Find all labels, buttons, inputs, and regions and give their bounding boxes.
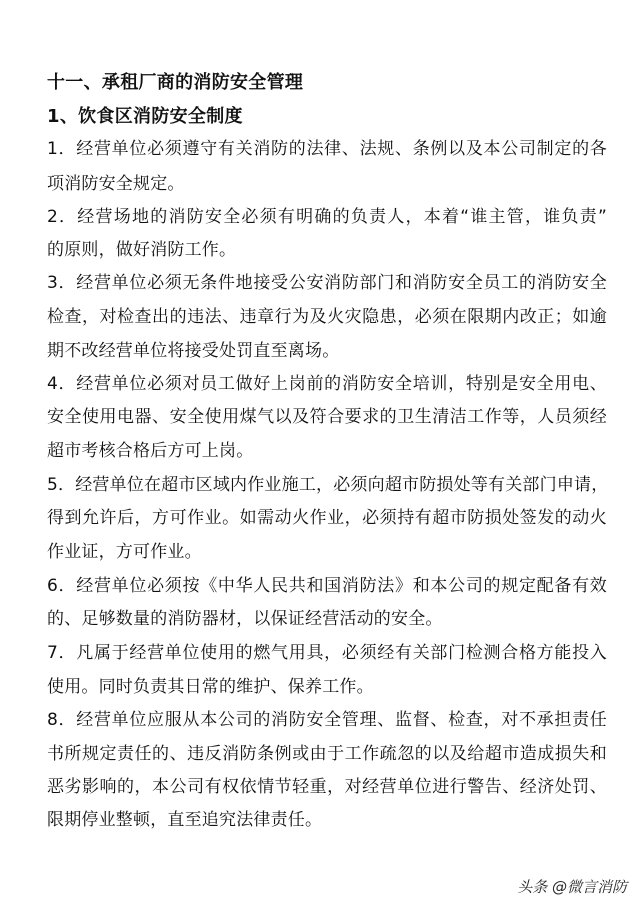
paragraph-5-line-3: 作业证，方可作业。 — [47, 542, 202, 562]
source-watermark: 头条 @微言消防 — [517, 878, 627, 896]
paragraph-7-line-1: 7．凡属于经营单位使用的燃气用具，必须经有关部门检测合格方能投入 — [47, 643, 607, 663]
paragraph-3-line-2: 检查，对检查出的违法、违章行为及火灾隐患，必须在限期内改正；如逾 — [47, 307, 607, 327]
paragraph-4-line-1: 4．经营单位必须对员工做好上岗前的消防安全培训，特别是安全用电、 — [47, 374, 607, 394]
paragraph-3-line-3: 期不改经营单位将接受处罚直至离场。 — [47, 341, 340, 361]
paragraph-7-line-2: 使用。同时负责其日常的维护、保养工作。 — [47, 677, 374, 697]
paragraph-8-line-4: 限期停业整顿，直至追究法律责任。 — [47, 810, 323, 830]
paragraph-5-line-1: 5．经营单位在超市区域内作业施工，必须向超市防损处等有关部门申请， — [47, 475, 609, 495]
paragraph-3-line-1: 3．经营单位必须无条件地接受公安消防部门和消防安全员工的消防安全 — [47, 273, 607, 293]
paragraph-4-line-3: 超市考核合格后方可上岗。 — [47, 441, 254, 461]
paragraph-5-line-2: 得到允许后，方可作业。如需动火作业，必须持有超市防损处签发的动火 — [47, 508, 607, 528]
paragraph-4-line-2: 安全使用电器、安全使用煤气以及符合要求的卫生清洁工作等，人员须经 — [47, 407, 607, 427]
paragraph-2-line-1: 2．经营场地的消防安全必须有明确的负责人，本着“谁主管，谁负责” — [47, 207, 607, 227]
paragraph-6-line-2: 的、足够数量的消防器材，以保证经营活动的安全。 — [47, 609, 443, 629]
paragraph-8-line-2: 书所规定责任的、违反消防条例或由于工作疏忽的以及给超市造成损失和 — [47, 744, 607, 764]
paragraph-8-line-3: 恶劣影响的，本公司有权依情节轻重，对经营单位进行警告、经济处罚、 — [47, 777, 607, 797]
paragraph-6-line-1: 6．经营单位必须按《中华人民共和国消防法》和本公司的规定配备有效 — [47, 576, 607, 596]
section-title: 十一、承租厂商的消防安全管理 — [47, 72, 304, 93]
paragraph-2-line-2: 的原则，做好消防工作。 — [47, 240, 237, 260]
paragraph-8-line-1: 8．经营单位应服从本公司的消防安全管理、监督、检查，对不承担责任 — [47, 710, 607, 730]
paragraph-1-line-1: 1．经营单位必须遵守有关消防的法律、法规、条例以及本公司制定的各 — [47, 139, 607, 159]
paragraph-1-line-2: 项消防安全规定。 — [47, 174, 185, 194]
subsection-title: 1、饮食区消防安全制度 — [47, 106, 243, 127]
